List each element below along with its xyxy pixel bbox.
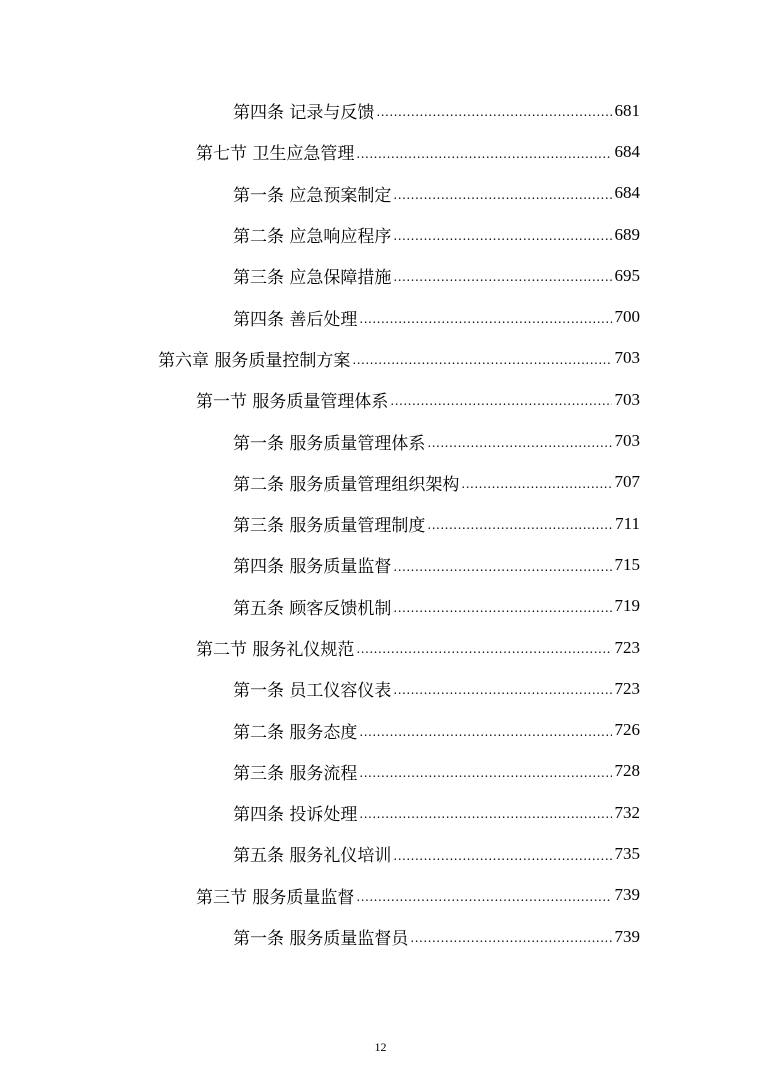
toc-entry-article[interactable] [0, 709, 761, 750]
dot-leader [352, 354, 611, 366]
dot-leader [393, 850, 611, 862]
toc-entry-title: 第五条 服务礼仪培训 [233, 846, 392, 867]
toc-entry-page: 684 [614, 183, 640, 203]
dot-leader [390, 395, 611, 407]
dot-leader [393, 561, 611, 573]
toc-entry-title: 第三条 应急保障措施 [233, 268, 392, 289]
toc-entry-section[interactable] [0, 627, 761, 668]
toc-entry-article[interactable] [0, 503, 761, 544]
toc-entry-page: 739 [614, 885, 640, 905]
dot-leader [359, 808, 611, 820]
dot-leader [393, 602, 611, 614]
toc-entry-page: 703 [614, 348, 640, 368]
toc-entry-page: 703 [614, 389, 640, 409]
toc-entry-title: 第五条 顾客反馈机制 [233, 598, 392, 619]
toc-entry-title: 第二条 应急响应程序 [233, 227, 392, 248]
toc-entry-page: 684 [614, 141, 640, 161]
toc-entry-section[interactable] [0, 875, 761, 916]
toc-entry-page: 689 [614, 224, 640, 244]
dot-leader [359, 767, 611, 779]
toc-entry-title: 第四条 记录与反馈 [233, 103, 375, 124]
dot-leader [427, 437, 611, 449]
toc-entry-article[interactable] [0, 916, 761, 957]
dot-leader [393, 230, 611, 242]
toc-entry-title: 第三条 服务质量管理制度 [233, 516, 426, 537]
dot-leader [427, 519, 612, 531]
toc-entry-title: 第一节 服务质量管理体系 [196, 392, 389, 413]
toc-entry-article[interactable] [0, 462, 761, 503]
toc-entry-page: 735 [614, 843, 640, 863]
toc-entry-article[interactable] [0, 792, 761, 833]
toc-entry-page: 715 [614, 554, 640, 574]
toc-entry-section[interactable] [0, 379, 761, 420]
toc-entry-page: 703 [614, 431, 640, 451]
dot-leader [393, 271, 611, 283]
toc-entry-article[interactable] [0, 586, 761, 627]
toc-entry-page: 723 [614, 637, 640, 657]
toc-entry-title: 第二条 服务质量管理组织架构 [233, 474, 460, 495]
page-number: 12 [374, 1040, 387, 1054]
dot-leader [393, 189, 611, 201]
toc-entry-page: 723 [614, 678, 640, 698]
toc-entry-article[interactable] [0, 90, 761, 131]
toc-entry-page: 726 [614, 720, 640, 740]
toc-entry-title: 第二节 服务礼仪规范 [196, 640, 355, 660]
dot-leader [376, 106, 611, 118]
dot-leader [359, 313, 611, 325]
dot-leader [356, 891, 611, 903]
toc-entry-page: 711 [615, 513, 640, 533]
toc-entry-title: 第三条 服务流程 [233, 763, 358, 784]
toc-entry-page: 695 [614, 265, 640, 285]
toc-entry-title: 第一条 员工仪容仪表 [233, 681, 392, 702]
toc-entry-article[interactable] [0, 296, 761, 337]
toc-entry-title: 第四条 投诉处理 [233, 805, 358, 826]
toc-entry-title: 第六章 服务质量控制方案 [158, 350, 351, 371]
toc-entry-article[interactable] [0, 214, 761, 255]
toc-entry-title: 第二条 服务态度 [233, 722, 358, 743]
toc-entry-page: 700 [614, 307, 640, 327]
toc-entry-title: 第一条 服务质量管理体系 [233, 433, 426, 454]
toc-entry-title: 第四条 服务质量监督 [233, 557, 392, 578]
toc-entry-title: 第三节 服务质量监督 [196, 887, 355, 908]
toc-entry-title: 第一条 应急预案制定 [233, 185, 392, 206]
toc-entry-title: 第四条 善后处理 [233, 309, 358, 330]
toc-entry-page: 732 [614, 802, 640, 822]
toc-entry-title: 第七节 卫生应急管理 [196, 144, 355, 165]
toc-entry-article[interactable] [0, 544, 761, 585]
toc-entry-page: 681 [614, 100, 640, 120]
dot-leader [356, 148, 611, 160]
toc-entry-article[interactable] [0, 668, 761, 709]
toc-entry-article[interactable] [0, 173, 761, 214]
dot-leader [461, 478, 611, 490]
dot-leader [393, 684, 611, 696]
toc-entry-article[interactable] [0, 420, 761, 461]
dot-leader [410, 932, 611, 944]
toc-entry-page: 739 [614, 926, 640, 946]
toc-entry-chapter[interactable] [0, 338, 761, 379]
toc-entry-page: 707 [614, 472, 640, 492]
dot-leader [356, 643, 611, 655]
toc-entry-page: 728 [614, 761, 640, 781]
table-of-contents [0, 90, 761, 957]
toc-entry-article[interactable] [0, 255, 761, 296]
toc-entry-title: 第一条 服务质量监督员 [233, 929, 409, 950]
toc-entry-page: 719 [614, 596, 640, 616]
dot-leader [359, 726, 611, 738]
toc-entry-section[interactable] [0, 131, 761, 172]
toc-entry-article[interactable] [0, 833, 761, 874]
toc-entry-article[interactable] [0, 751, 761, 792]
